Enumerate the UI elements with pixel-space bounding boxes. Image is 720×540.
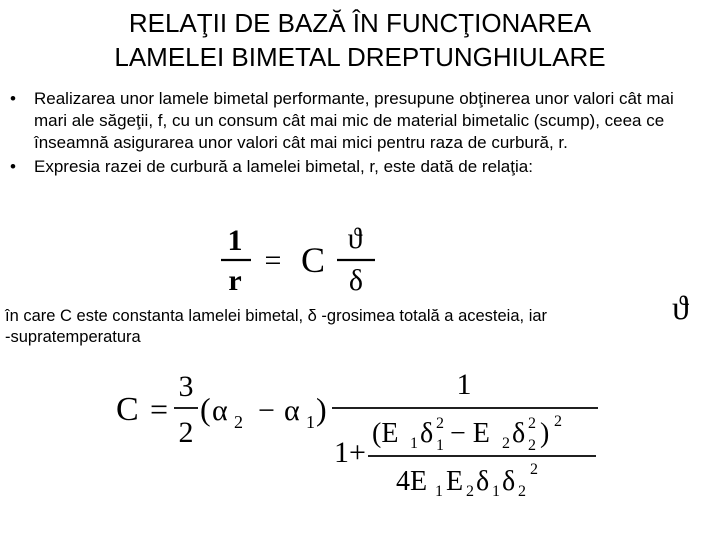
bullet-text: Expresia razei de curbură a lamelei bimetal, r, este dată de relaţia: — [34, 157, 533, 176]
f2-inner-den-d2: δ — [502, 466, 516, 497]
bullet-item — [10, 156, 700, 178]
f2-inner-delta2: δ — [512, 418, 526, 449]
f1-constant: C — [300, 240, 326, 280]
f1-den-left: r — [228, 264, 242, 296]
f2-big-num: 1 — [456, 368, 472, 401]
f2-inner-delta1: δ — [420, 418, 434, 449]
description-line-1: în care C este constanta lamelei bimetal, δ -grosimea totală a acesteia, iar — [5, 307, 548, 325]
bullet-icon: • — [10, 157, 16, 176]
constant-formula — [110, 362, 610, 512]
f1-den-right: δ — [348, 264, 364, 296]
f2-inner-den-4e: 4E — [396, 466, 428, 497]
f2-equals: = — [150, 391, 169, 427]
title-line-1: RELAŢII DE BAZĂ ÎN FUNCŢIONAREA — [128, 8, 592, 38]
f2-inner-den-e1-sub: 1 — [435, 483, 443, 500]
f2-one-plus: 1+ — [334, 436, 366, 469]
f2-inner-den-e2-sub: 2 — [466, 483, 474, 500]
f2-alpha2: α — [212, 394, 228, 427]
f2-inner-e1-sub: 1 — [410, 435, 418, 452]
f2-inner-outer-sup: 2 — [554, 413, 562, 430]
f2-alpha1: α — [284, 394, 300, 427]
bullet-icon: • — [10, 89, 16, 108]
f2-inner-den-sup: 2 — [530, 461, 538, 478]
f2-frac-num: 3 — [178, 370, 194, 403]
bullet-item — [10, 88, 700, 154]
f1-num-right: ϑ — [347, 222, 363, 255]
description-line-2: -supratemperatura — [5, 328, 141, 346]
bullet-text: Realizarea unor lamele bimetal performante, presupune obţinerea unor valori cât mai mari ale săgeţii, f, cu un consum cât mai mic de material bimetalic (scump), ceea ce înseamnă asigurarea unor valori cât mai mici pentru raza de curbură, r. — [34, 89, 674, 152]
f1-equals: = — [264, 244, 282, 277]
f1-num-left: 1 — [227, 224, 243, 257]
f2-frac-den: 2 — [178, 416, 194, 449]
f2-inner-den-d2-sub: 2 — [518, 483, 526, 500]
f2-inner-delta1-sub: 1 — [436, 437, 444, 454]
f2-inner-delta2-sub: 2 — [528, 437, 536, 454]
f2-alpha2-sub: 2 — [234, 412, 243, 432]
f2-inner-delta1-sup: 2 — [436, 415, 444, 432]
f2-inner-minus: − E — [450, 418, 490, 449]
f2-inner-den-d1-sub: 1 — [492, 483, 500, 500]
f2-close-paren: ) — [316, 391, 327, 427]
f2-minus: − — [258, 394, 275, 427]
curvature-formula — [215, 222, 385, 296]
f2-inner-open: (E — [372, 418, 399, 449]
f2-inner-den-e: E — [446, 466, 464, 497]
description — [5, 306, 665, 348]
f2-inner-delta2-sup: 2 — [528, 415, 536, 432]
f2-alpha1-sub: 1 — [306, 412, 315, 432]
f2-open-paren: ( — [200, 391, 211, 427]
theta-symbol: ϑ — [672, 290, 689, 327]
title-line-2: LAMELEI BIMETAL DREPTUNGHIULARE — [114, 42, 606, 72]
f2-inner-den-d1: δ — [476, 466, 490, 497]
bullet-list — [10, 88, 700, 180]
page-title — [0, 6, 720, 74]
f2-lhs: C — [116, 391, 139, 428]
f2-inner-e2-sub: 2 — [502, 435, 510, 452]
f2-inner-close: ) — [540, 418, 550, 449]
